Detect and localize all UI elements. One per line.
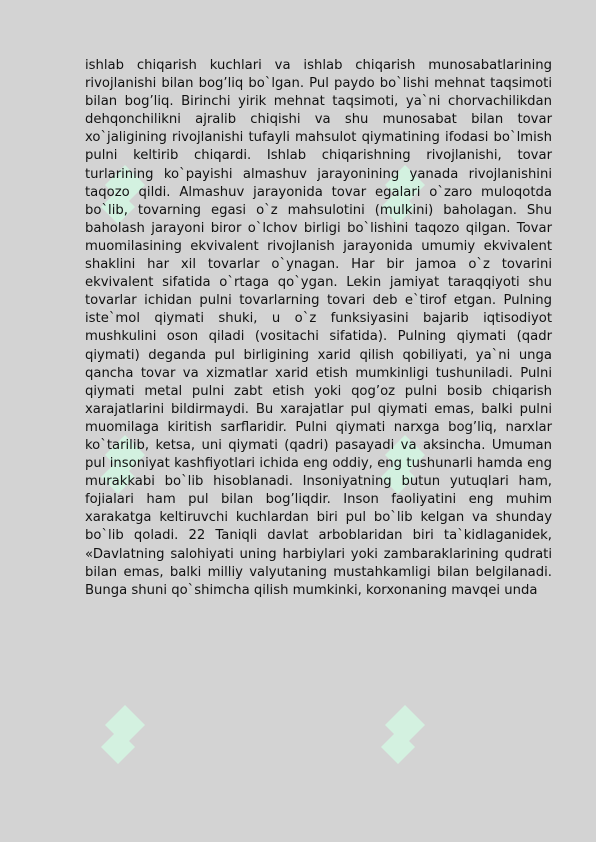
body-paragraph: ishlab chiqarish kuchlari va ishlab chiqarish munosabatlarining rivojlanishi bilan bog’liq bo`lgan. Pul paydo bo`lishi mehnat taqsimoti bilan bog’liq. Birinchi yirik mehnat taqsimoti, ya`ni chorvachilikdan dehqonchilikni ajralib chiqishi va shu munosabat bilan tovar xo`jaligining rivojlanishi tufayli mahsulot qiymatining ifodasi bo`lmish pulni keltirib chiqardi. Ishlab chiqarishning rivojlanishi, tovar turlarining ko`payishi almashuv jarayonining yanada rivojlanishini taqozo qildi. Almashuv jarayonida tovar egalari o`zaro muloqotda bo`lib, tovarning egasi o`z mahsulotini (mulkini) baholagan. Shu baholash jarayoni biror o`lchov birligi bo`lishini taqozo qilgan. Tovar muomilasining ekvivalent rivojlanish jarayonida umumiy ekvivalent shaklini har xil tovarlar o`ynagan. Har bir jamoa o`z tovarini ekvivalent sifatida o`rtaga qo`ygan. Lekin jamiyat taraqqiyoti shu tovarlar ichidan pulni tovarlarning tovari deb e`tirof etgan. Pulning iste`mol qiymati shuki, u o`z funksiyasini bajarib iqtisodiyot mushkulini oson qiladi (vositachi sifatida). Pulning qiymati (qadr qiymati) deganda pul birligining xarid qilish qobiliyati, ya`ni unga qancha tovar va xizmatlar xarid etish mumkinligi tushuniladi. Pulni qiymati metal pulni zabt etish yoki qog’oz pulni bosib chiqarish xarajatlarini bildirmaydi. Bu xarajatlar pul qiymati emas, balki pulni muomilaga kiritish sarflaridir. Pulni qiymati narxga bog’liq, narxlar ko`tarilib, ketsa, uni qiymati (qadri) pasayadi va aksincha. Umuman pul insoniyat kashfiyotlari ichida eng oddiy, eng tushunarli hamda eng murakkabi bo`lib hisoblanadi. Insoniyatning butun yutuqlari ham, fojialari ham pul bilan bog’liqdir. Inson faoliyatini eng muhim xarakatga keltiruvchi kuchlardan biri pul bo`lib kelgan va shunday bo`lib qoladi. 22 Taniqli davlat arboblaridan biri ta`kidlaganidek, «Davlatning salohiyati uning harbiylari yoki zambaraklarining qudrati bilan emas, balki milliy valyutaning mustahkamligi bilan belgilanadi. Bunga shuni qo`shimcha qilish mumkinki, korxonaning mavqei unda	[85, 58, 552, 598]
